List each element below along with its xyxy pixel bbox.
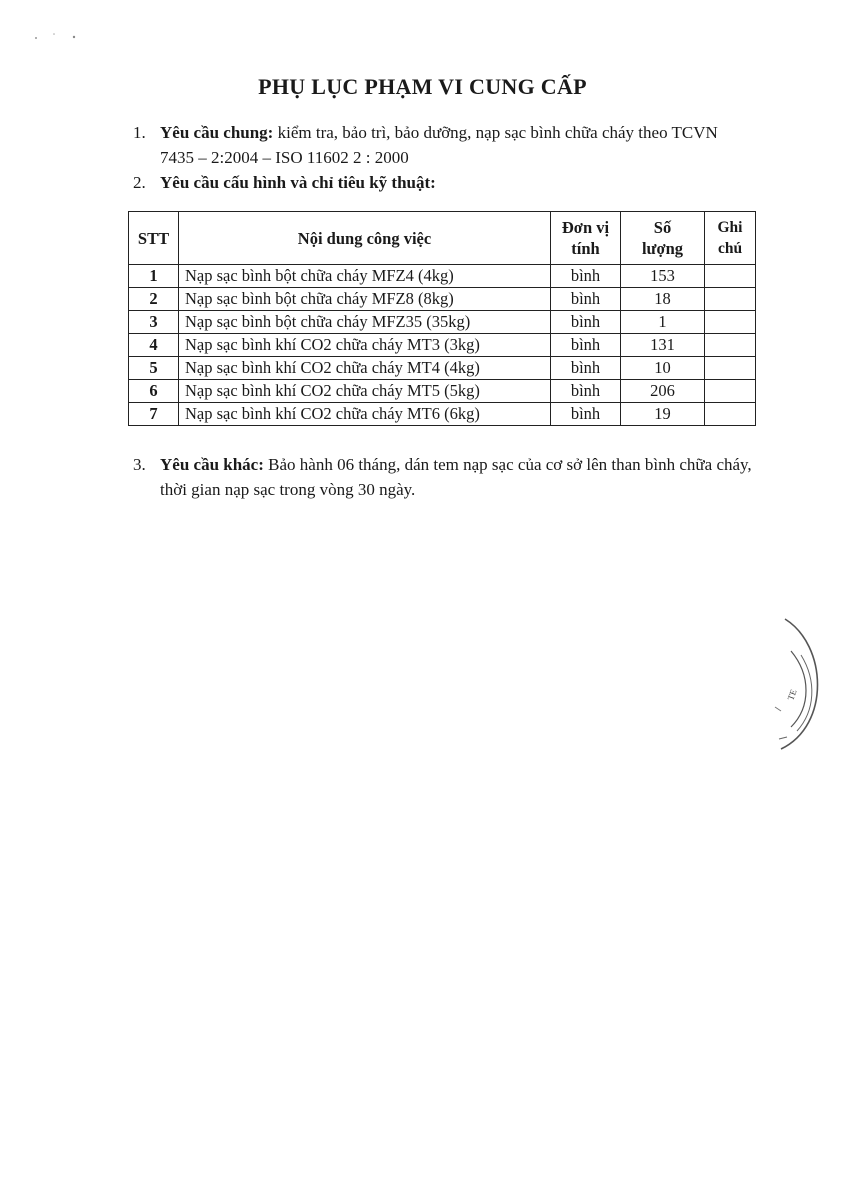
item-label: Yêu cầu chung: [160, 123, 274, 142]
cell-note [705, 288, 756, 311]
table-row [129, 311, 756, 334]
item-text: kiểm tra, bảo trì, bảo dưỡng, nạp sạc bình chữa cháy theo TCVN 7435 – 2:2004 – ISO 11602 2 : 2000 [160, 123, 718, 167]
cell-content: Nạp sạc bình bột chữa cháy MFZ4 (4kg) [179, 265, 551, 288]
table-row [129, 380, 756, 403]
cell-quantity: 19 [621, 403, 705, 426]
cell-unit: bình [551, 380, 621, 403]
item-number: 2. [133, 173, 146, 192]
cell-quantity: 18 [621, 288, 705, 311]
item-text: Bảo hành 06 tháng, dán tem nạp sạc của cơ sở lên than bình chữa cháy, thời gian nạp sạc trong vòng 30 ngày. [160, 455, 752, 499]
cell-stt: 5 [129, 357, 179, 380]
requirements-table [128, 211, 756, 426]
cell-content: Nạp sạc bình bột chữa cháy MFZ8 (8kg) [179, 288, 551, 311]
cell-stt: 4 [129, 334, 179, 357]
cell-stt: 6 [129, 380, 179, 403]
cell-quantity: 153 [621, 265, 705, 288]
cell-content: Nạp sạc bình khí CO2 chữa cháy MT6 (6kg) [179, 403, 551, 426]
cell-unit: bình [551, 403, 621, 426]
header-quantity-line1: Số [653, 218, 672, 237]
cell-quantity: 206 [621, 380, 705, 403]
cell-stt: 3 [129, 311, 179, 334]
cell-unit: bình [551, 311, 621, 334]
table-row [129, 288, 756, 311]
header-unit-line2: tính [571, 239, 600, 258]
table-row [129, 265, 756, 288]
cell-content: Nạp sạc bình khí CO2 chữa cháy MT3 (3kg) [179, 334, 551, 357]
cell-unit: bình [551, 265, 621, 288]
cell-stt: 7 [129, 403, 179, 426]
requirement-other [133, 452, 773, 502]
item-label: Yêu cầu khác: [160, 455, 264, 474]
cell-note [705, 403, 756, 426]
cell-unit: bình [551, 357, 621, 380]
header-note-line1: Ghi [717, 219, 743, 236]
cell-content: Nạp sạc bình bột chữa cháy MFZ35 (35kg) [179, 311, 551, 334]
cell-note [705, 265, 756, 288]
header-content: Nội dung công việc [179, 212, 551, 265]
header-stt: STT [129, 212, 179, 265]
scan-speck-icon [32, 30, 92, 42]
cell-unit: bình [551, 288, 621, 311]
table-header-row [129, 212, 756, 265]
cell-quantity: 1 [621, 311, 705, 334]
header-note [705, 212, 756, 265]
cell-note [705, 380, 756, 403]
header-unit [551, 212, 621, 265]
cell-content: Nạp sạc bình khí CO2 chữa cháy MT4 (4kg) [179, 357, 551, 380]
cell-quantity: 131 [621, 334, 705, 357]
partial-stamp-icon [765, 615, 825, 755]
item-label: Yêu cầu cấu hình và chỉ tiêu kỹ thuật: [160, 173, 436, 192]
cell-stt: 2 [129, 288, 179, 311]
item-number: 1. [133, 123, 146, 142]
cell-note [705, 334, 756, 357]
cell-note [705, 311, 756, 334]
requirement-technical [133, 170, 753, 195]
table-row [129, 357, 756, 380]
cell-content: Nạp sạc bình khí CO2 chữa cháy MT5 (5kg) [179, 380, 551, 403]
cell-unit: bình [551, 334, 621, 357]
cell-stt: 1 [129, 265, 179, 288]
header-quantity-line2: lượng [641, 239, 684, 258]
cell-note [705, 357, 756, 380]
item-number: 3. [133, 455, 146, 474]
header-quantity [621, 212, 705, 265]
requirement-general [133, 120, 753, 170]
header-unit-line1: Đơn vị [561, 218, 610, 237]
cell-quantity: 10 [621, 357, 705, 380]
table-row [129, 403, 756, 426]
page-title: PHỤ LỤC PHẠM VI CUNG CẤP [258, 74, 587, 99]
stamp-text: TE [785, 687, 799, 702]
table-row [129, 334, 756, 357]
header-note-line2: chú [717, 240, 743, 257]
